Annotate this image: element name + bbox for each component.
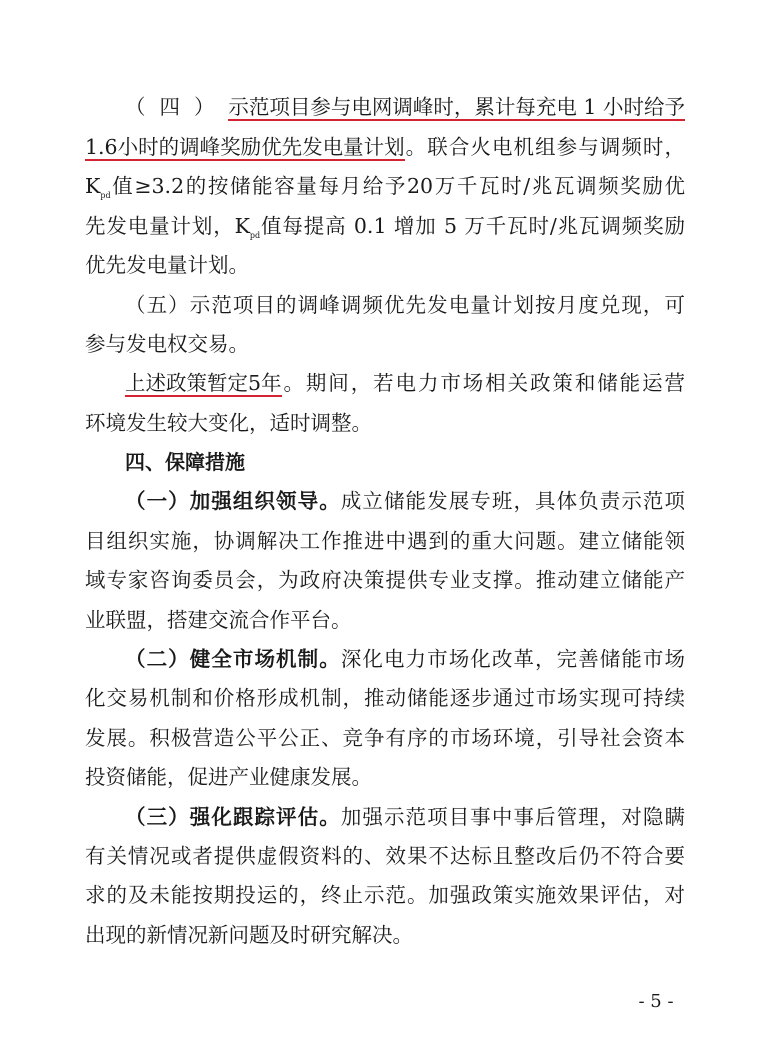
- s2-title: （二）健全市场机制。: [125, 647, 341, 671]
- s2-line-1-rest: 深化电力市场化改革，完善储能市场: [340, 647, 685, 671]
- p4-line-5: 优先发电量计划。: [85, 253, 249, 277]
- s3-line-1-rest: 加强示范项目事中事后管理，对隐瞒: [340, 805, 685, 829]
- s2-line-3: 发展。积极营造公平公正、竞争有序的市场环境，引导社会资本: [85, 726, 685, 750]
- red-underline-1: 示范项目参与电网调峰时，累计每充电 1 小时给予: [228, 95, 685, 121]
- red-underline-2: 1.6小时的调峰奖励优先发电量计划: [85, 135, 405, 161]
- s3-title: （三）强化跟踪评估。: [125, 805, 341, 829]
- s1-title: （一）加强组织领导。: [125, 489, 341, 513]
- red-underline-3: 上述政策暂定5年: [125, 371, 282, 397]
- p5-line-2: 参与发电权交易。: [85, 332, 249, 356]
- s3-line-3: 求的及未能按期投运的，终止示范。加强政策实施效果评估，对: [85, 883, 685, 907]
- p4-line-2: [85, 133, 685, 161]
- s3-line-1: [125, 803, 685, 831]
- kpd-subscript-2: pd: [249, 231, 261, 240]
- section-heading: 四、保障措施: [125, 450, 245, 474]
- s1-line-3: 域专家咨询委员会，为政府决策提供专业支撑。推动建立储能产: [85, 568, 685, 592]
- p4-line-3-text: 值≥3.2的按储能容量每月给予20万千瓦时/兆瓦调频奖励优: [110, 174, 685, 198]
- p4-label: （四）: [125, 95, 229, 119]
- s2-line-4: 投资储能，促进产业健康发展。: [85, 765, 372, 789]
- page-number: - 5 -: [638, 991, 674, 1012]
- p5-line-1: （五）示范项目的调峰调频优先发电量计划按月度兑现，可: [125, 293, 685, 317]
- s2-line-1: [125, 645, 685, 673]
- p4-line-4-b: 值每提高 0.1 增加 5 万千瓦时/兆瓦调频奖励: [260, 214, 685, 238]
- p6-line-1-rest: 。期间，若电力市场相关政策和储能运营: [281, 371, 685, 395]
- s1-line-2: 目组织实施，协调解决工作推进中遇到的重大问题。建立储能领: [85, 529, 685, 553]
- kpd-symbol-2: K: [234, 214, 250, 238]
- s2-line-2: 化交易机制和价格形成机制，推动储能逐步通过市场实现可持续: [85, 686, 685, 710]
- p6-line-2: 环境发生较大变化，适时调整。: [85, 411, 372, 435]
- s1-line-1: [125, 487, 685, 515]
- p6-line-1: [125, 369, 685, 397]
- p4-line-4-a: 先发电量计划，: [85, 214, 235, 238]
- s1-line-1-rest: 成立储能发展专班，具体负责示范项: [340, 489, 685, 513]
- kpd-symbol: K: [85, 174, 101, 198]
- p4-line-4: [85, 212, 685, 240]
- s1-line-4: 业联盟，搭建交流合作平台。: [85, 608, 352, 632]
- s3-line-4: 出现的新情况新问题及时研究解决。: [85, 923, 413, 947]
- p4-line-1: [125, 93, 685, 121]
- p4-line-2-rest: 。联合火电机组参与调频时，: [404, 135, 685, 159]
- kpd-subscript: pd: [100, 191, 111, 200]
- p4-line-3: [85, 172, 685, 200]
- s3-line-2: 有关情况或者提供虚假资料的、效果不达标且整改后仍不符合要: [85, 844, 685, 868]
